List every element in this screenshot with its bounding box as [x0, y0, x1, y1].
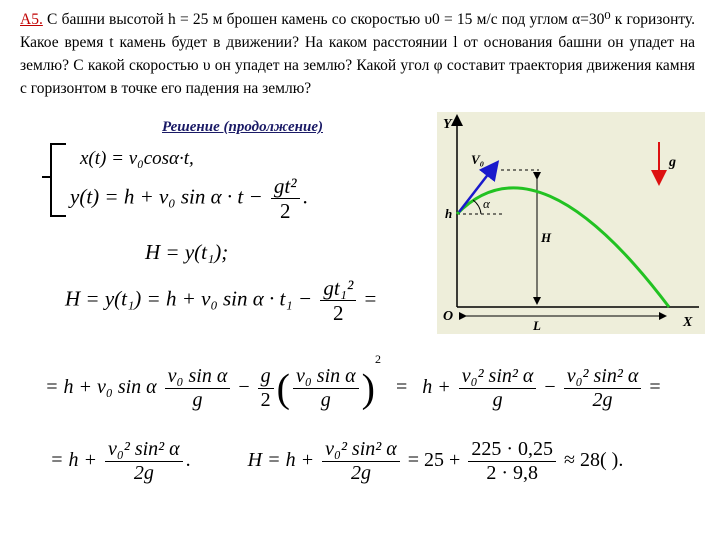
line3-equals: = [395, 376, 408, 398]
line3-f3-num: v₀ sin α [293, 365, 359, 389]
H-equation-fraction [320, 276, 356, 325]
H-equation [65, 276, 376, 325]
line3-fraction-2 [258, 365, 274, 412]
H-label: H [541, 230, 552, 245]
line3-f4-den: g [492, 388, 503, 411]
H-equation-equals: = [364, 286, 377, 311]
line4-H: H = h + [247, 449, 315, 472]
line4-start: = h + [50, 449, 97, 472]
line3-end: = [649, 376, 661, 398]
H-equation-left: H = y(t₁) = h + v₀ sin α · t₁ − [65, 286, 313, 311]
line4-f2-num: v₀² sin² α [322, 438, 400, 462]
x-axis-label: X [683, 315, 693, 330]
line3-f1-den: g [192, 388, 203, 411]
y-axis-label: Y [443, 117, 452, 132]
y-equation-left: y(t) = h + v₀ sin α · t − [70, 184, 263, 209]
x-equation: x(t) = v₀cosα·t, [80, 148, 194, 169]
H-fraction-numerator: gt₁² [320, 276, 356, 301]
line3-f2-den: 2 [260, 388, 271, 411]
line3-f2-num: g [258, 365, 274, 389]
line3-f5-den: 2g [592, 388, 613, 411]
expansion-line: = h + v₀ sin α $\frac{\text{v₀ sin α}}{g}$ − $\frac{g}{2}$ ( $\frac{\text{v₀ sin α}}{g}$ )$^2$ = h + $\frac{\text{v₀² sin² α}}{g}$ − $\frac{\text{v₀² sin² α}}{2g}$ = [45, 352, 661, 411]
y-equation-fraction [271, 174, 300, 223]
line4-fraction-2 [322, 438, 400, 485]
g-label: g [669, 155, 676, 170]
trajectory-graph [437, 112, 705, 334]
alpha-label: α [483, 196, 490, 211]
problem-statement [20, 8, 695, 100]
line4-f2-den: 2g [350, 462, 371, 484]
y-fraction-numerator: gt² [271, 174, 300, 199]
H-fraction-denominator: 2 [333, 301, 344, 326]
line4-f1-den: 2g [133, 462, 154, 484]
line3-fraction-1 [165, 365, 231, 412]
line3-f5-num: v₀² sin² α [564, 365, 642, 389]
line4-dot: . [185, 449, 191, 472]
problem-text: С башни высотой h = 25 м брошен камень со скоростью υ0 = 15 м/с под углом α=30⁰ к горизонту. Какое время t камень будет в движении? На каком расстоянии l от основания башни он упадет на землю? С какой скоростью υ он упадет на землю? Какой угол φ составит траектория движения камня с горизонтом в точке его падения на землю? [20, 11, 696, 97]
line4-fraction-1 [105, 438, 183, 485]
line4-fraction-3 [468, 438, 556, 485]
line3-fraction-5 [564, 365, 642, 412]
h-label: h [445, 206, 453, 221]
system-brace-tick [42, 176, 52, 178]
solution-subtitle: Решение (продолжение) [162, 119, 323, 135]
v0-label: V₀ [471, 152, 485, 167]
line4-f3-den: 2 · 9,8 [486, 462, 539, 484]
origin-label: O [443, 309, 454, 324]
line4-f1-num: v₀² sin² α [105, 438, 183, 462]
line4-f3-num: 225 · 0,25 [468, 438, 556, 462]
H-definition: H = y(t₁); [145, 240, 229, 264]
line3-h: h + [422, 376, 451, 398]
line4-end: ≈ 28( ). [564, 449, 624, 472]
line3-fraction-3 [293, 365, 359, 412]
y-equation: y(t) = h + v₀ sin α · t − $\frac{\text{gt²}}{2}$ . [70, 174, 308, 224]
y-fraction-denominator: 2 [279, 199, 291, 224]
L-label: L [533, 318, 541, 333]
system-brace [50, 143, 66, 217]
line3-start: = h + v₀ sin α [45, 376, 157, 398]
problem-number: A5. [20, 11, 43, 28]
line4-mid: = 25 + [407, 449, 461, 472]
line3-minus: − [238, 376, 250, 398]
line3-f3-den: g [320, 388, 331, 411]
line3-f4-num: v₀² sin² α [459, 365, 537, 389]
line3-f1-num: v₀ sin α [165, 365, 231, 389]
simplified-line [50, 438, 623, 485]
line3-fraction-4 [459, 365, 537, 412]
line3-minus-2: − [544, 376, 556, 398]
